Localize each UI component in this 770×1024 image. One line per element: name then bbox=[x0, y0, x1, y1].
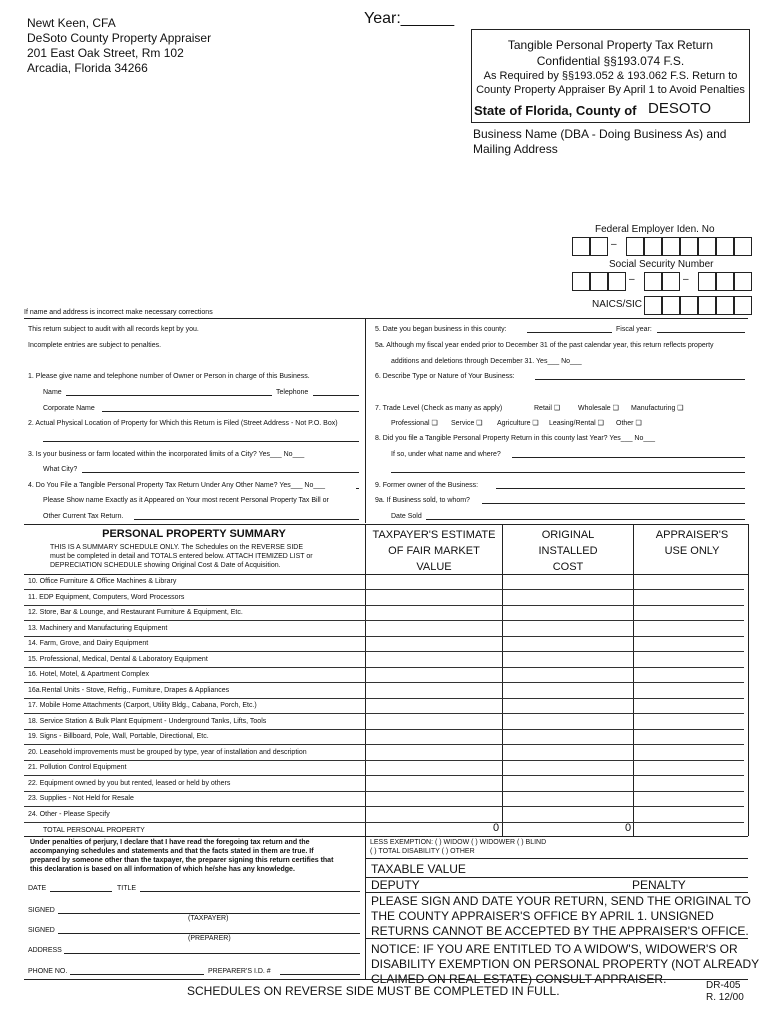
question-8: 8. Did you file a Tangible Personal Property Return in this county last Year? Yes___ No___ bbox=[375, 435, 656, 442]
original-header-line: ORIGINAL bbox=[541, 529, 595, 541]
deputy-label: DEPUTY bbox=[371, 878, 420, 892]
table-row[interactable] bbox=[24, 791, 744, 807]
preparer-caption: (PREPARER) bbox=[188, 935, 231, 942]
dash-separator: – bbox=[629, 274, 635, 285]
title-field[interactable] bbox=[140, 891, 360, 892]
divider bbox=[365, 877, 748, 878]
row-label: 16a.Rental Units - Stove, Refrig., Furniture, Drapes & Appliances bbox=[28, 687, 230, 694]
business-name-label bbox=[473, 127, 726, 157]
column-header-appraiser bbox=[634, 529, 750, 558]
table-row[interactable] bbox=[24, 807, 744, 823]
year-field[interactable]: Year:______ bbox=[364, 10, 455, 27]
divider bbox=[24, 318, 748, 319]
table-row[interactable] bbox=[24, 590, 744, 606]
perjury-line: prepared by someone other than the taxpayer, the preparer signing this return certifies that bbox=[30, 857, 334, 864]
less-exemption-line[interactable]: LESS EXEMPTION: ( ) WIDOW ( ) WIDOWER ( ) BLIND bbox=[370, 839, 547, 846]
naics-label: NAICS/SIC bbox=[592, 299, 643, 310]
fein-digit[interactable] bbox=[716, 237, 734, 256]
fein-digit[interactable] bbox=[644, 237, 662, 256]
signed-preparer-label: SIGNED bbox=[28, 927, 55, 934]
sign-notice-line: PLEASE SIGN AND DATE YOUR RETURN, SEND THE ORIGINAL TO bbox=[371, 894, 751, 908]
last-year-name-field[interactable] bbox=[512, 457, 745, 458]
required-line-1: As Required by §§193.052 & 193.062 F.S. Return to bbox=[483, 70, 738, 82]
row-label: 20. Leasehold improvements must be grouped by type, year of installation and description bbox=[28, 749, 307, 756]
divider bbox=[24, 979, 748, 980]
row-label: 13. Machinery and Manufacturing Equipment bbox=[28, 625, 168, 632]
appraiser-name: Newt Keen, CFA bbox=[27, 16, 116, 30]
ssn-label: Social Security Number bbox=[609, 259, 714, 270]
row-label: 10. Office Furniture & Office Machines & Library bbox=[28, 578, 177, 585]
confidential-note: Confidential §§193.074 F.S. bbox=[536, 54, 685, 68]
table-row[interactable] bbox=[24, 605, 744, 621]
retail-checkbox[interactable]: Retail ❑ bbox=[534, 405, 561, 412]
form-title-box bbox=[471, 29, 750, 123]
schedules-note: SCHEDULES ON REVERSE SIDE MUST BE COMPLETED IN FULL. bbox=[187, 984, 560, 998]
perjury-line: Under penalties of perjury, I declare that I have read the foregoing tax return and the bbox=[30, 839, 310, 846]
appraiser-street: 201 East Oak Street, Rm 102 bbox=[27, 46, 184, 60]
summary-note-2: must be completed in detail and TOTALS entered below. ATTACH ITEMIZED LIST or bbox=[50, 553, 313, 560]
penalty-label: PENALTY bbox=[632, 878, 686, 892]
dash-separator: – bbox=[611, 239, 617, 250]
original-header-line: INSTALLED bbox=[538, 545, 598, 557]
divider bbox=[365, 892, 748, 893]
incorrect-address-note: If name and address is incorrect make necessary corrections bbox=[24, 309, 213, 316]
question-4: 4. Do You File a Tangible Personal Property Tax Return Under Any Other Name? Yes___ No___ bbox=[28, 482, 326, 489]
table-row[interactable] bbox=[24, 652, 744, 668]
perjury-line: accompanying schedules and statements and that the facts stated in them are true. If bbox=[30, 848, 314, 855]
taxpayer-caption: (TAXPAYER) bbox=[188, 915, 229, 922]
preparer-id-label: PREPARER'S I.D. # bbox=[208, 968, 271, 975]
telephone-label: Telephone bbox=[276, 389, 309, 396]
row-label: 15. Professional, Medical, Dental & Laboratory Equipment bbox=[28, 656, 208, 663]
date-sold-label: Date Sold bbox=[391, 513, 422, 520]
former-owner-field[interactable] bbox=[496, 488, 745, 489]
naics-digit[interactable] bbox=[716, 296, 734, 315]
question-5a-cont: additions and deletions through December 31. Yes___ No___ bbox=[391, 358, 582, 365]
total-estimate-value[interactable]: 0 bbox=[493, 822, 500, 834]
other-name-field[interactable] bbox=[356, 488, 359, 489]
fein-digit[interactable] bbox=[734, 237, 752, 256]
sign-notice-line: THE COUNTY APPRAISER'S OFFICE BY APRIL 1. UNSIGNED bbox=[371, 909, 714, 923]
naics-digit[interactable] bbox=[680, 296, 698, 315]
question-8-where: If so, under what name and where? bbox=[391, 451, 501, 458]
address-label: ADDRESS bbox=[28, 947, 62, 954]
table-row[interactable] bbox=[24, 698, 744, 714]
ssn-digit[interactable] bbox=[644, 272, 662, 291]
property-location-field[interactable] bbox=[43, 441, 359, 442]
table-row[interactable] bbox=[24, 776, 744, 792]
state-county-label: State of Florida, County of bbox=[474, 103, 637, 118]
divider bbox=[365, 318, 366, 523]
fiscal-year-field[interactable] bbox=[657, 332, 745, 333]
required-line-2: County Property Appraiser By April 1 to Avoid Penalties bbox=[476, 84, 745, 96]
last-year-where-field[interactable] bbox=[391, 472, 745, 473]
audit-note: This return subject to audit with all records kept by you. bbox=[28, 326, 199, 333]
divider bbox=[365, 858, 748, 859]
naics-digit[interactable] bbox=[698, 296, 716, 315]
ssn-digit[interactable] bbox=[716, 272, 734, 291]
sold-to-field[interactable] bbox=[482, 503, 745, 504]
corporate-name-field[interactable] bbox=[102, 411, 359, 412]
corporate-name-label: Corporate Name bbox=[43, 405, 95, 412]
row-label: 21. Pollution Control Equipment bbox=[28, 764, 127, 771]
address-field[interactable] bbox=[64, 953, 360, 954]
summary-note-3: DEPRECIATION SCHEDULE showing Original Cost & Date of Acquisition. bbox=[50, 562, 281, 569]
fein-digit[interactable] bbox=[572, 237, 590, 256]
owner-name-label: Name bbox=[43, 389, 62, 396]
estimate-header-line: VALUE bbox=[416, 561, 452, 573]
professional-checkbox[interactable]: Professional ❑ bbox=[391, 420, 438, 427]
row-label: 23. Supplies - Not Held for Resale bbox=[28, 795, 134, 802]
city-label: What City? bbox=[43, 466, 78, 473]
date-field[interactable] bbox=[50, 891, 112, 892]
exemption-notice bbox=[371, 942, 759, 987]
question-9a: 9a. If Business sold, to whom? bbox=[375, 497, 470, 504]
question-2: 2. Actual Physical Location of Property for Which this Return is Filed (Street Address - Not P.O. Box) bbox=[28, 420, 338, 427]
naics-boxes[interactable] bbox=[644, 296, 754, 316]
divider bbox=[365, 938, 748, 939]
ssn-digit[interactable] bbox=[572, 272, 590, 291]
fein-digit[interactable] bbox=[662, 237, 680, 256]
exemption-notice-line: CLAIMED ON REAL ESTATE) CONSULT APPRAISER. bbox=[371, 972, 667, 986]
ssn-digit[interactable] bbox=[734, 272, 752, 291]
question-3: 3. Is your business or farm located within the incorporated limits of a City? Yes___ No___ bbox=[28, 451, 305, 458]
question-5a: 5a. Although my fiscal year ended prior to December 31 of the past calendar year, this return reflects property bbox=[375, 342, 714, 349]
ssn-digit[interactable] bbox=[590, 272, 608, 291]
ssn-digit[interactable] bbox=[698, 272, 716, 291]
form-title: Tangible Personal Property Tax Return bbox=[507, 38, 714, 52]
wholesale-checkbox[interactable]: Wholesale ❑ bbox=[578, 405, 619, 412]
estimate-header-line: TAXPAYER'S ESTIMATE bbox=[372, 529, 496, 541]
date-label: DATE bbox=[28, 885, 47, 892]
phone-field[interactable] bbox=[70, 974, 204, 975]
leasing-checkbox[interactable]: Leasing/Rental ❑ bbox=[549, 420, 604, 427]
row-label: 19. Signs - Billboard, Pole, Wall, Portable, Directional, Etc. bbox=[28, 733, 209, 740]
question-4-other-return: Other Current Tax Return. bbox=[43, 513, 124, 520]
naics-digit[interactable] bbox=[644, 296, 662, 315]
total-label: TOTAL PERSONAL PROPERTY bbox=[43, 827, 145, 834]
row-label: 12. Store, Bar & Lounge, and Restaurant Furniture & Equipment, Etc. bbox=[28, 609, 243, 616]
perjury-line: this declaration is based on all information of which he/she has any knowledge. bbox=[30, 866, 295, 873]
table-row[interactable] bbox=[24, 574, 744, 590]
fein-digit[interactable] bbox=[680, 237, 698, 256]
summary-rows bbox=[0, 574, 770, 836]
other-checkbox[interactable]: Other ❑ bbox=[616, 420, 642, 427]
form-revision: R. 12/00 bbox=[706, 992, 744, 1003]
question-5: 5. Date you began business in this county: bbox=[375, 326, 507, 333]
naics-digit[interactable] bbox=[734, 296, 752, 315]
appraiser-address bbox=[27, 16, 211, 76]
owner-name-field[interactable] bbox=[66, 395, 272, 396]
taxable-value-label: TAXABLE VALUE bbox=[371, 862, 466, 876]
city-field[interactable] bbox=[82, 472, 359, 473]
total-original-value[interactable]: 0 bbox=[625, 822, 632, 834]
dash-separator: – bbox=[683, 274, 689, 285]
business-type-field[interactable] bbox=[535, 379, 745, 380]
question-7: 7. Trade Level (Check as many as apply) bbox=[375, 405, 503, 412]
telephone-field[interactable] bbox=[313, 395, 359, 396]
table-row[interactable] bbox=[24, 636, 744, 652]
row-label: 18. Service Station & Bulk Plant Equipment - Underground Tanks, Lifts, Tools bbox=[28, 718, 267, 725]
date-began-field[interactable] bbox=[527, 332, 612, 333]
row-label: 22. Equipment owned by you but rented, leased or held by others bbox=[28, 780, 231, 787]
column-header-estimate bbox=[366, 529, 502, 574]
row-label: 17. Mobile Home Attachments (Carport, Utility Bldg., Cabana, Porch, Etc.) bbox=[28, 702, 257, 709]
question-9: 9. Former owner of the Business: bbox=[375, 482, 479, 489]
appraiser-office: DeSoto County Property Appraiser bbox=[27, 31, 212, 45]
estimate-header-line: OF FAIR MARKET bbox=[388, 545, 480, 557]
question-4-instruction: Please Show name Exactly as it Appeared on Your most recent Personal Property Tax Bill or bbox=[43, 497, 329, 504]
summary-title: PERSONAL PROPERTY SUMMARY bbox=[102, 528, 286, 540]
penalty-note: Incomplete entries are subject to penalties. bbox=[28, 342, 162, 349]
less-exemption-line-2[interactable]: ( ) TOTAL DISABILITY ( ) OTHER bbox=[370, 848, 475, 855]
perjury-statement bbox=[30, 838, 364, 874]
original-header-line: COST bbox=[552, 561, 584, 573]
table-row[interactable] bbox=[24, 621, 744, 637]
form-number: DR-405 bbox=[706, 980, 741, 991]
ssn-digit[interactable] bbox=[608, 272, 626, 291]
row-label: 11. EDP Equipment, Computers, Word Processors bbox=[28, 594, 185, 601]
fein-digit[interactable] bbox=[626, 237, 644, 256]
table-row[interactable] bbox=[24, 745, 744, 761]
fein-boxes[interactable] bbox=[572, 237, 752, 257]
divider bbox=[24, 836, 748, 837]
date-sold-field[interactable] bbox=[426, 519, 745, 520]
fein-digit[interactable] bbox=[698, 237, 716, 256]
preparer-id-field[interactable] bbox=[280, 974, 360, 975]
summary-note-1: THIS IS A SUMMARY SCHEDULE ONLY. The Schedules on the REVERSE SIDE bbox=[50, 544, 304, 551]
ssn-boxes[interactable] bbox=[572, 272, 752, 292]
appraiser-city: Arcadia, Florida 34266 bbox=[27, 61, 148, 75]
title-label: TITLE bbox=[117, 885, 137, 892]
sign-notice-line: RETURNS CANNOT BE ACCEPTED BY THE APPRAISER'S OFFICE. bbox=[371, 924, 749, 938]
appraiser-header-line: USE ONLY bbox=[664, 545, 720, 557]
business-name-label-line2: Mailing Address bbox=[473, 142, 558, 156]
sign-notice bbox=[371, 894, 751, 939]
question-1: 1. Please give name and telephone number of Owner or Person in charge of this Business. bbox=[28, 373, 310, 380]
phone-label: PHONE NO. bbox=[28, 968, 68, 975]
exemption-notice-line: NOTICE: IF YOU ARE ENTITLED TO A WIDOW'S, WIDOWER'S OR bbox=[371, 942, 738, 956]
county-name: DESOTO bbox=[648, 100, 712, 117]
agriculture-checkbox[interactable]: Agriculture ❑ bbox=[497, 420, 539, 427]
signed-taxpayer-label: SIGNED bbox=[28, 907, 55, 914]
row-label: 14. Farm, Grove, and Dairy Equipment bbox=[28, 640, 149, 647]
fein-digit[interactable] bbox=[590, 237, 608, 256]
table-row[interactable] bbox=[24, 667, 744, 683]
row-label: 16. Hotel, Motel, & Apartment Complex bbox=[28, 671, 149, 678]
manufacturing-checkbox[interactable]: Manufacturing ❑ bbox=[631, 405, 684, 412]
divider bbox=[24, 524, 748, 525]
column-header-original bbox=[503, 529, 633, 574]
other-return-field[interactable] bbox=[134, 519, 359, 520]
question-6: 6. Describe Type or Nature of Your Business: bbox=[375, 373, 515, 380]
row-label: 24. Other - Please Specify bbox=[28, 811, 110, 818]
naics-digit[interactable] bbox=[662, 296, 680, 315]
table-row[interactable] bbox=[24, 714, 744, 730]
table-row[interactable] bbox=[24, 760, 744, 776]
service-checkbox[interactable]: Service ❑ bbox=[451, 420, 483, 427]
business-name-label-line1: Business Name (DBA - Doing Business As) and bbox=[473, 127, 727, 141]
table-row[interactable] bbox=[24, 729, 744, 745]
ssn-digit[interactable] bbox=[662, 272, 680, 291]
fein-label: Federal Employer Iden. No bbox=[595, 224, 715, 235]
appraiser-header-line: APPRAISER'S bbox=[655, 529, 729, 541]
exemption-notice-line: DISABILITY EXEMPTION ON PERSONAL PROPERTY (NOT ALREADY bbox=[371, 957, 760, 971]
table-row[interactable] bbox=[24, 683, 744, 699]
fiscal-year-label: Fiscal year: bbox=[616, 326, 652, 333]
